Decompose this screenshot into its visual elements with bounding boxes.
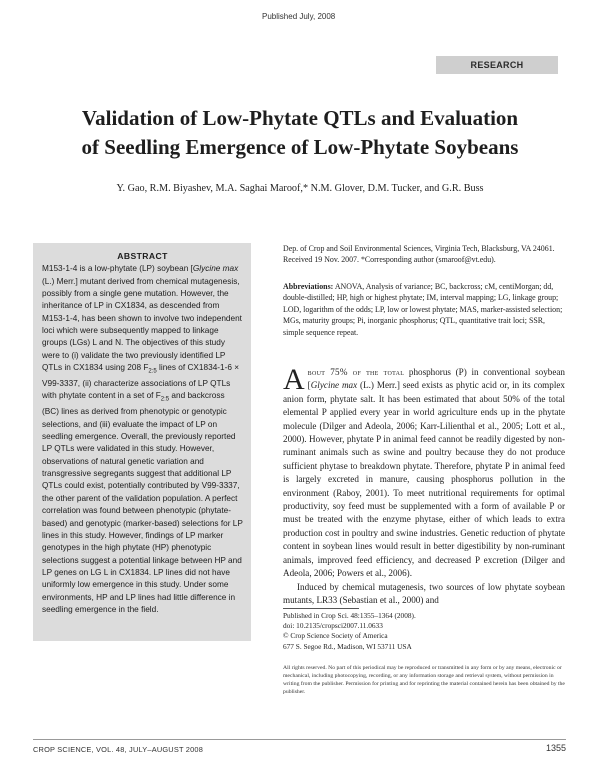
author-list: Y. Gao, R.M. Biyashev, M.A. Saghai Maroof,* N.M. Glover, D.M. Tucker, and G.R. Buss [116, 183, 484, 194]
footer-journal: CROP SCIENCE, VOL. 48, JULY–AUGUST 2008 [33, 745, 204, 754]
section-label: RESEARCH [436, 56, 558, 74]
abstract-box [33, 243, 251, 641]
footnote-rule [283, 608, 359, 609]
abbreviations-label: Abbreviations: [283, 282, 334, 291]
paragraph-2: Induced by chemical mutagenesis, two sources of low phytate soybean mutants, LR33 (Sebastian et al., 2000) and [283, 581, 565, 605]
paragraph-segment: phosphorus (P) in conventional soybean [ [307, 367, 565, 391]
footer-rule [33, 739, 566, 740]
page-number: 1355 [545, 743, 566, 753]
abstract-segment: M153-1-4 is a low-phytate (LP) soybean [ [42, 264, 193, 274]
abstract-heading: ABSTRACT [117, 251, 168, 261]
paragraph-segment: (L.) Merr.] seed exists as phytic acid or, in its complex anion form, phytate salt. It has been estimated that about 50% of the total elemental P applied every year in world agriculture ends up in the phytate molecule (Dilger and Adeola, 2006; Karr-Lilienthal et al., 2005; Lott et al., 2000). However, phytate P in animal feed cannot be readily digested by non-ruminant animals such as swine and poultry because they do not produce sufficient phytase to breakdown phytate. Therefore, phytate P in animal feed is largely excreted in manure, causing phosphorus pollution in the environment (Raboy, 2001). To meet nutritional requirements for optimal productivity, soy feed must be supplemented with a form of available P or must be treated with the enzyme phytase, either of which leads to extra production cost in poultry and swine industries. Genetic reduction of phytate content in soybean lines would result in better digestibility by non-ruminant animals, improved feed efficiency, and decreased P excretion (Dilger and Adeola, 2006; Powers et al., 2006). [283, 380, 565, 579]
abstract-subscript: 2:5 [148, 368, 157, 375]
published-date: Published July, 2008 [262, 12, 336, 21]
drop-cap: A [283, 363, 305, 396]
pubinfo-doi[interactable]: doi: 10.2135/cropsci2007.11.0633 [283, 621, 383, 631]
opening-smallcaps: bout 75% of the total [307, 367, 405, 377]
abstract-segment: lines of CX1834-1-6 × V99-3337, (ii) characterize associations of LP QTLs with phytate content in a set of F [42, 363, 240, 401]
abstract-segment: and backcross (BC) lines as derived from phenotypic or genotypic selections, and (iii) evaluate the impact of LP on seedling emergence. Overall, the previously reported LP QTLs were validated in this study. However, observations of natural genetic variation and transgressive segregants suggest that additional LP QTLs could exist, potentially contributed by V99-3337, the other parent of the validation population. A perfect correlation was found between phenotypic (phytate-based) and genotypic (marker-based) selections for LP lines in this study. However, findings of LP marker genotypes in the high phytate (HP) phenotypic selections suggest a potential linkage between HP and LP genes on LG L in CX1834. LP lines did not have uniformly low emergence in this study. Under some environments, HP and LP lines had little difference in seedling emergence in the field. [42, 391, 243, 614]
publication-info [283, 611, 565, 652]
rights-notice: All rights reserved. No part of this periodical may be reproduced or transmitted in any form or by any means, electronic or mechanical, including photocopying, recording, or any information storage and retrieval system, without permission in writing from the publisher. Permission for printing and for reprinting the material contained herein has been obtained by the publisher. [283, 665, 565, 696]
pubinfo-citation: Published in Crop Sci. 48:1355–1364 (2008). [283, 611, 416, 620]
affiliation-note: Dep. of Crop and Soil Environmental Sciences, Virginia Tech, Blacksburg, VA 24061. Received 19 Nov. 2007. *Corresponding author (smaroof@vt.edu). [283, 244, 555, 265]
abstract-subscript: 2:5 [160, 397, 170, 404]
abbreviations-text: ANOVA, Analysis of variance; BC, backcross; cM, centiMorgan; dd, double-distilled; HP, high or highest phytate; IM, interval mapping; LG, linkage group; LOD, logarithm of the odds; LP, low or lowest phytate; MAS, marker-assisted selection; MGs, maturity groups; Pi, inorganic phosphorus; QTL, quantitative trait loci; SSR, simple sequence repeat. [283, 282, 563, 337]
title-line-2: of Seedling Emergence of Low-Phytate Soybeans [81, 135, 519, 159]
introduction-text [283, 363, 565, 607]
abstract-species-italic: Glycine max [192, 264, 239, 274]
paragraph-1 [283, 363, 565, 581]
abstract-text [42, 263, 243, 616]
title-line-1: Validation of Low-Phytate QTLs and Evaluation [81, 106, 519, 130]
article-title [20, 104, 580, 162]
species-italic: Glycine max [310, 380, 358, 391]
abstract-segment: (L.) Merr.] mutant derived from chemical mutagenesis, possibly from a single gene mutation. However, the inheritance of LP in CX1834, as descended from M153-1-4, has been shown to involve two independent loci which were subsequently mapped to linkage groups (LGs) L and N. The objectives of this study were to (i) validate the two previously identified LP QTLs in CX1834 using 208 F [42, 276, 242, 373]
pubinfo-address: 677 S. Segoe Rd., Madison, WI 53711 USA [283, 641, 412, 651]
abbreviations-note [283, 281, 565, 338]
pubinfo-copyright: © Crop Science Society of America [283, 631, 388, 641]
